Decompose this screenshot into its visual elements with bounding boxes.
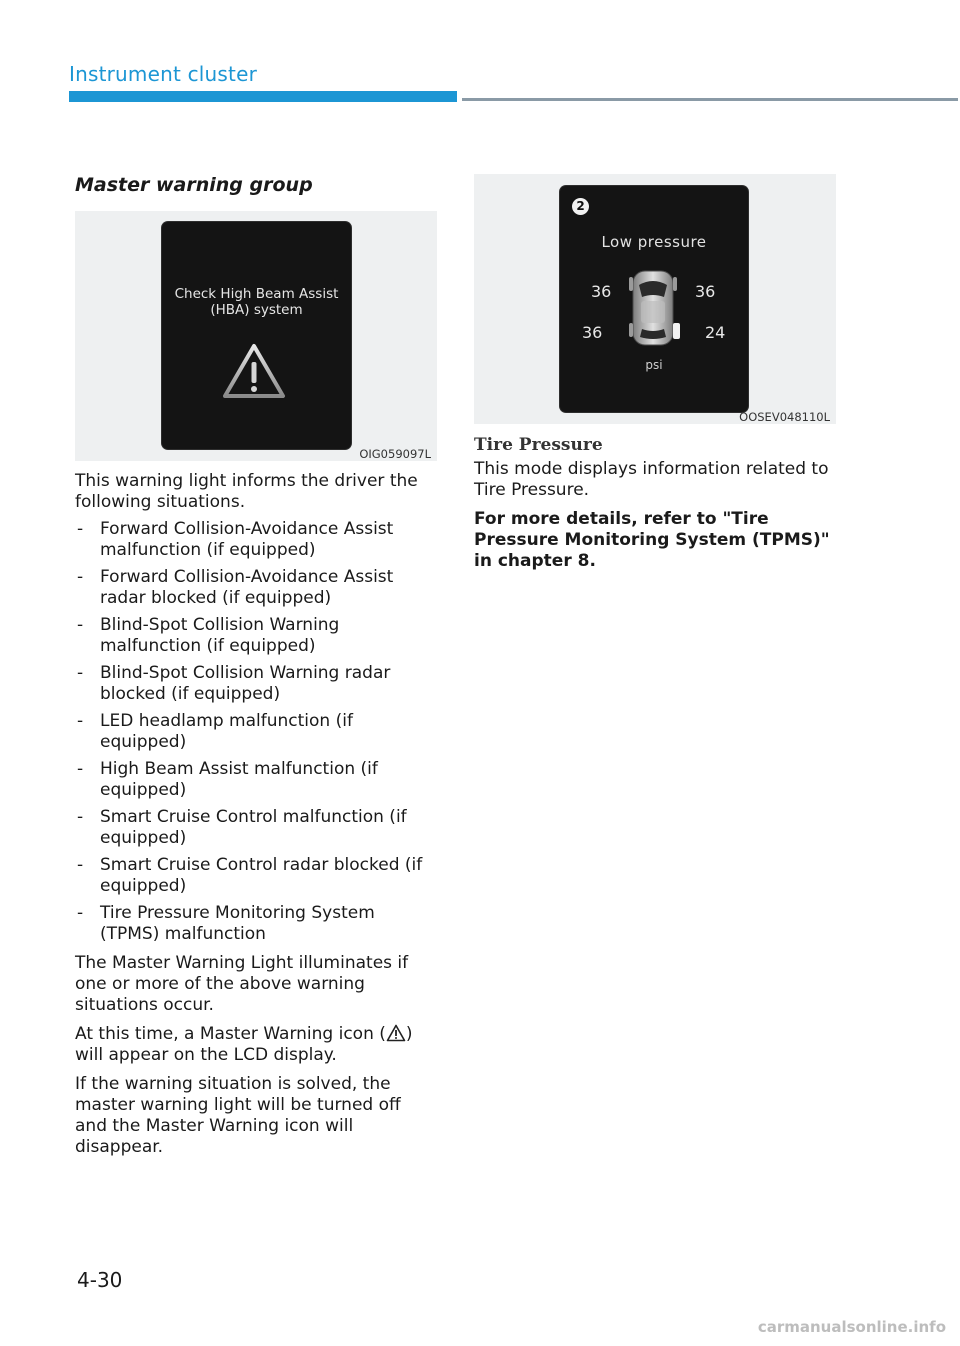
intro-text: This warning light informs the driver the following situations. [75, 471, 418, 512]
tire-front-right-value: 36 [695, 282, 716, 301]
cluster-display [560, 186, 748, 412]
watermark: carmanualsonline.info [757, 1318, 946, 1336]
section-heading: Master warning group [75, 174, 313, 196]
right-column [474, 174, 836, 578]
list-item: - Smart Cruise Control malfunction (if equipped) [75, 807, 437, 849]
list-item: - LED headlamp malfunction (if equipped) [75, 711, 437, 753]
list-item: - Smart Cruise Control radar blocked (if equipped) [75, 855, 437, 897]
mode-number-badge: 2 [572, 198, 589, 215]
tpms-reference: For more details, refer to "Tire Pressure Monitoring System (TPMS)" in chapter 8. [474, 509, 830, 571]
list-item: - Tire Pressure Monitoring System (TPMS) malfunction [75, 903, 437, 945]
low-pressure-title: Low pressure [601, 233, 707, 251]
figure-code: OIG059097L [359, 447, 431, 461]
pressure-unit: psi [645, 358, 663, 372]
list-item: - Blind-Spot Collision Warning radar blocked (if equipped) [75, 663, 437, 705]
left-column [75, 170, 437, 1164]
list-item: - Blind-Spot Collision Warning malfunction (if equipped) [75, 615, 437, 657]
warning-situation-list [75, 519, 437, 945]
resolved-paragraph: If the warning situation is solved, the master warning light will be turned off and the Master Warning icon will disappear. [75, 1074, 401, 1157]
master-warning-icon [386, 1024, 406, 1042]
tire-rear-right-value: 24 [705, 323, 726, 342]
car-top-view-icon [629, 267, 683, 351]
lcd-icon-text-after: ) will appear on the LCD display. [75, 1024, 413, 1065]
tire-pressure-description: This mode displays information related to Tire Pressure. [474, 459, 829, 500]
list-item: - Forward Collision-Avoidance Assist malfunction (if equipped) [75, 519, 437, 561]
tire-pressure-figure [474, 174, 836, 424]
cluster-display [162, 222, 351, 449]
lcd-icon-text-before: At this time, a Master Warning icon ( [75, 1024, 386, 1044]
tire-front-left-value: 36 [591, 282, 612, 301]
header-rule-gray [462, 98, 958, 101]
illumination-paragraph: The Master Warning Light illuminates if one or more of the above warning situations occur. [75, 953, 409, 1015]
header-rule-accent [69, 91, 457, 102]
page-number: 4-30 [77, 1268, 123, 1292]
list-item: - Forward Collision-Avoidance Assist radar blocked (if equipped) [75, 567, 437, 609]
hba-warning-figure [75, 211, 437, 461]
list-item: - High Beam Assist malfunction (if equipped) [75, 759, 437, 801]
hba-warning-message: Check High Beam Assist (HBA) system [174, 286, 339, 318]
figure-code: OOSEV048110L [739, 410, 830, 424]
tire-rear-left-value: 36 [582, 323, 603, 342]
section-header-title: Instrument cluster [69, 62, 258, 86]
warning-triangle-icon [221, 342, 287, 400]
tire-pressure-subheading: Tire Pressure [474, 435, 603, 455]
lcd-icon-paragraph [75, 1024, 437, 1066]
